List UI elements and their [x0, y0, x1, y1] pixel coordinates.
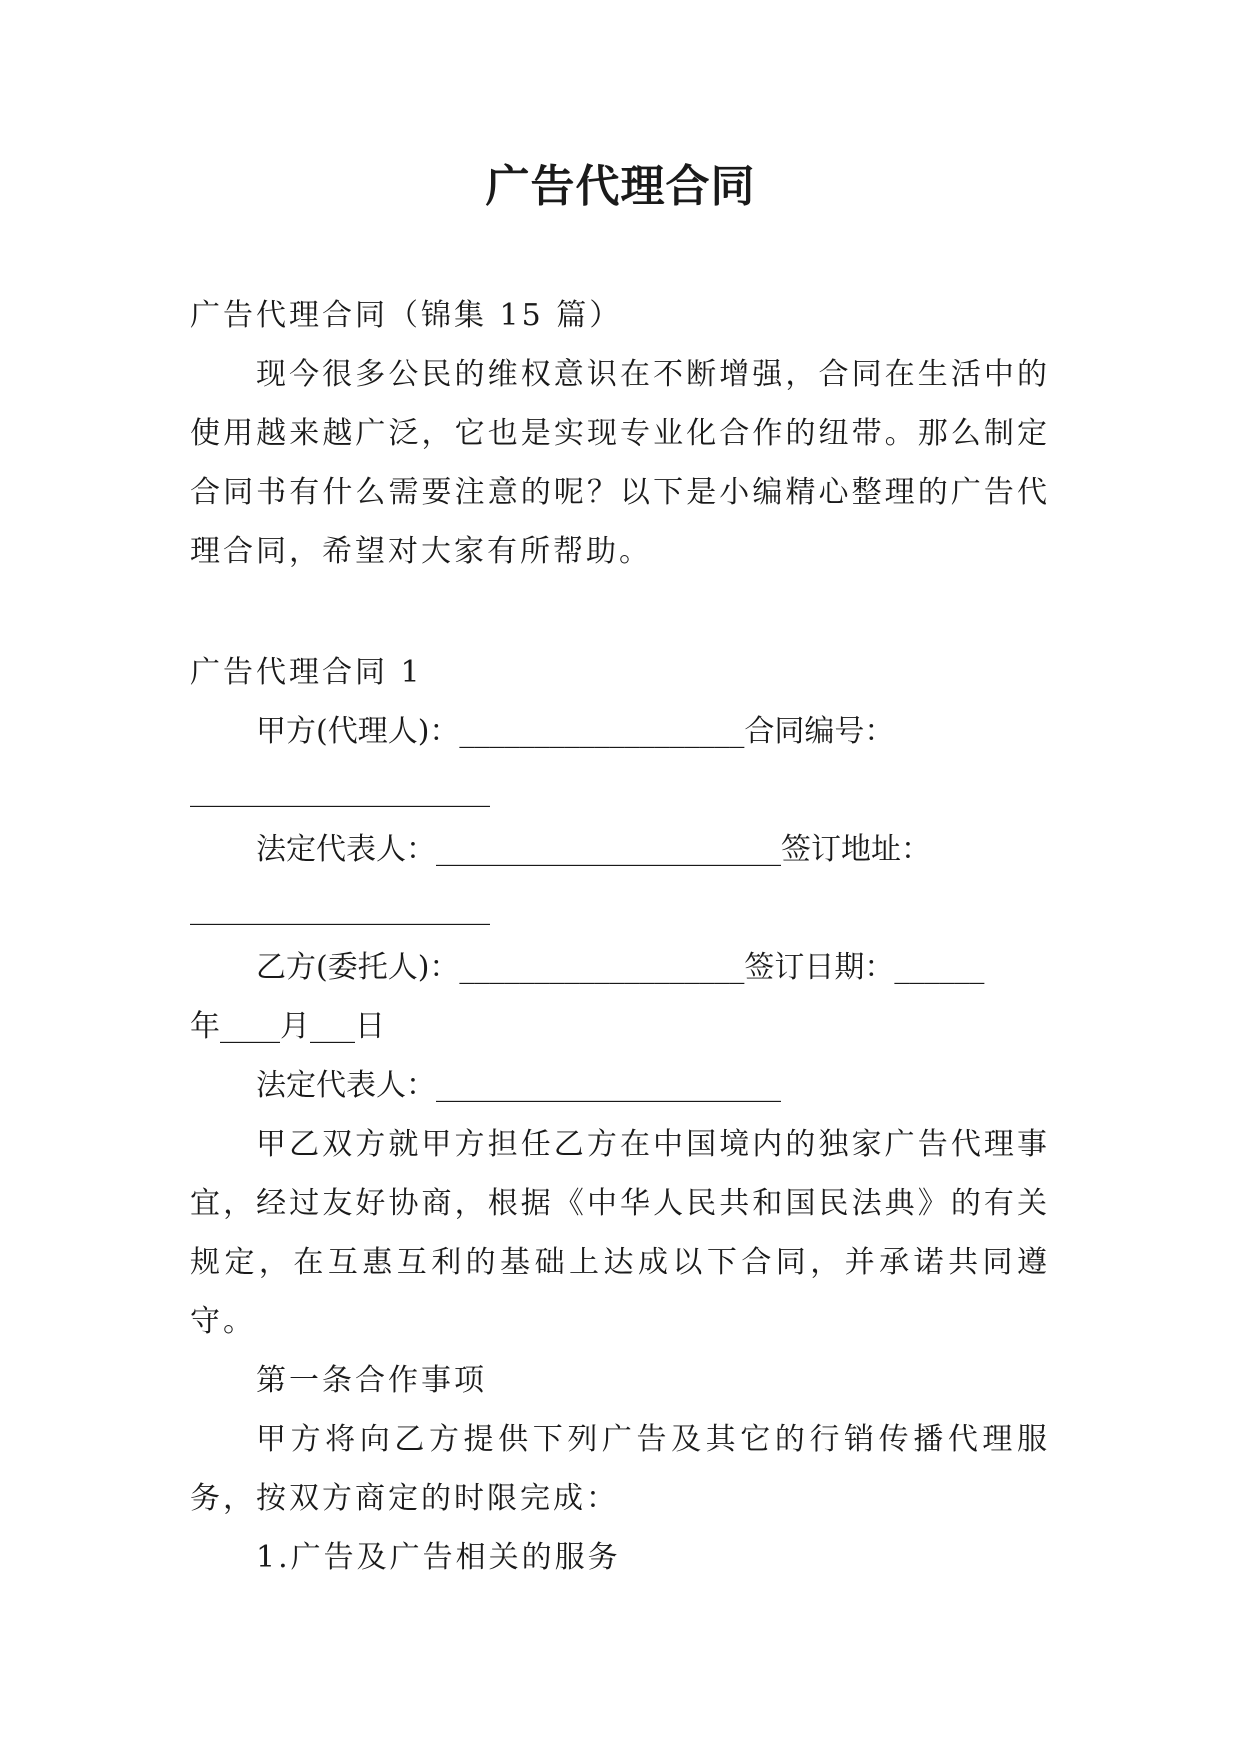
article-1-item-1: 1.广告及广告相关的服务 — [256, 1540, 621, 1575]
signing-address-blank: ____________________ — [190, 891, 490, 926]
section-heading: 广告代理合同 1 — [190, 655, 423, 690]
agreement-paragraph: 甲乙双方就甲方担任乙方在中国境内的独家广告代理事宜，经过友好协商，根据《中华人民共和国民法典》的有关规定，在互惠互利的基础上达成以下合同，并承诺共同遵守。 — [190, 1127, 1050, 1339]
document-title: 广告代理合同 — [485, 161, 756, 212]
document-body — [190, 286, 1050, 1587]
contract-number-blank: ____________________ — [190, 773, 490, 808]
section-spacer — [190, 581, 1050, 643]
party-b-field: 乙方(委托人)：___________________签订日期：______ — [256, 950, 985, 985]
signing-date-blank: 年____月___日 — [190, 1009, 385, 1044]
article-1-heading: 第一条合作事项 — [256, 1363, 487, 1398]
collection-subtitle: 广告代理合同（锦集 15 篇） — [190, 298, 623, 333]
intro-paragraph: 现今很多公民的维权意识在不断增强，合同在生活中的使用越来越广泛，它也是实现专业化合作的纽带。那么制定合同书有什么需要注意的呢？以下是小编精心整理的广告代理合同，希望对大家有所帮助。 — [190, 357, 1050, 569]
party-a-line-1: 甲方(代理人)：___________________合同编号： — [256, 714, 895, 749]
legal-rep-b-field: 法定代表人：_______________________ — [256, 1068, 781, 1103]
article-1-text: 甲方将向乙方提供下列广告及其它的行销传播代理服务，按双方商定的时限完成： — [190, 1422, 1050, 1516]
party-a-field — [190, 702, 1050, 761]
legal-rep-a-field: 法定代表人：_______________________签订地址： — [256, 832, 931, 867]
